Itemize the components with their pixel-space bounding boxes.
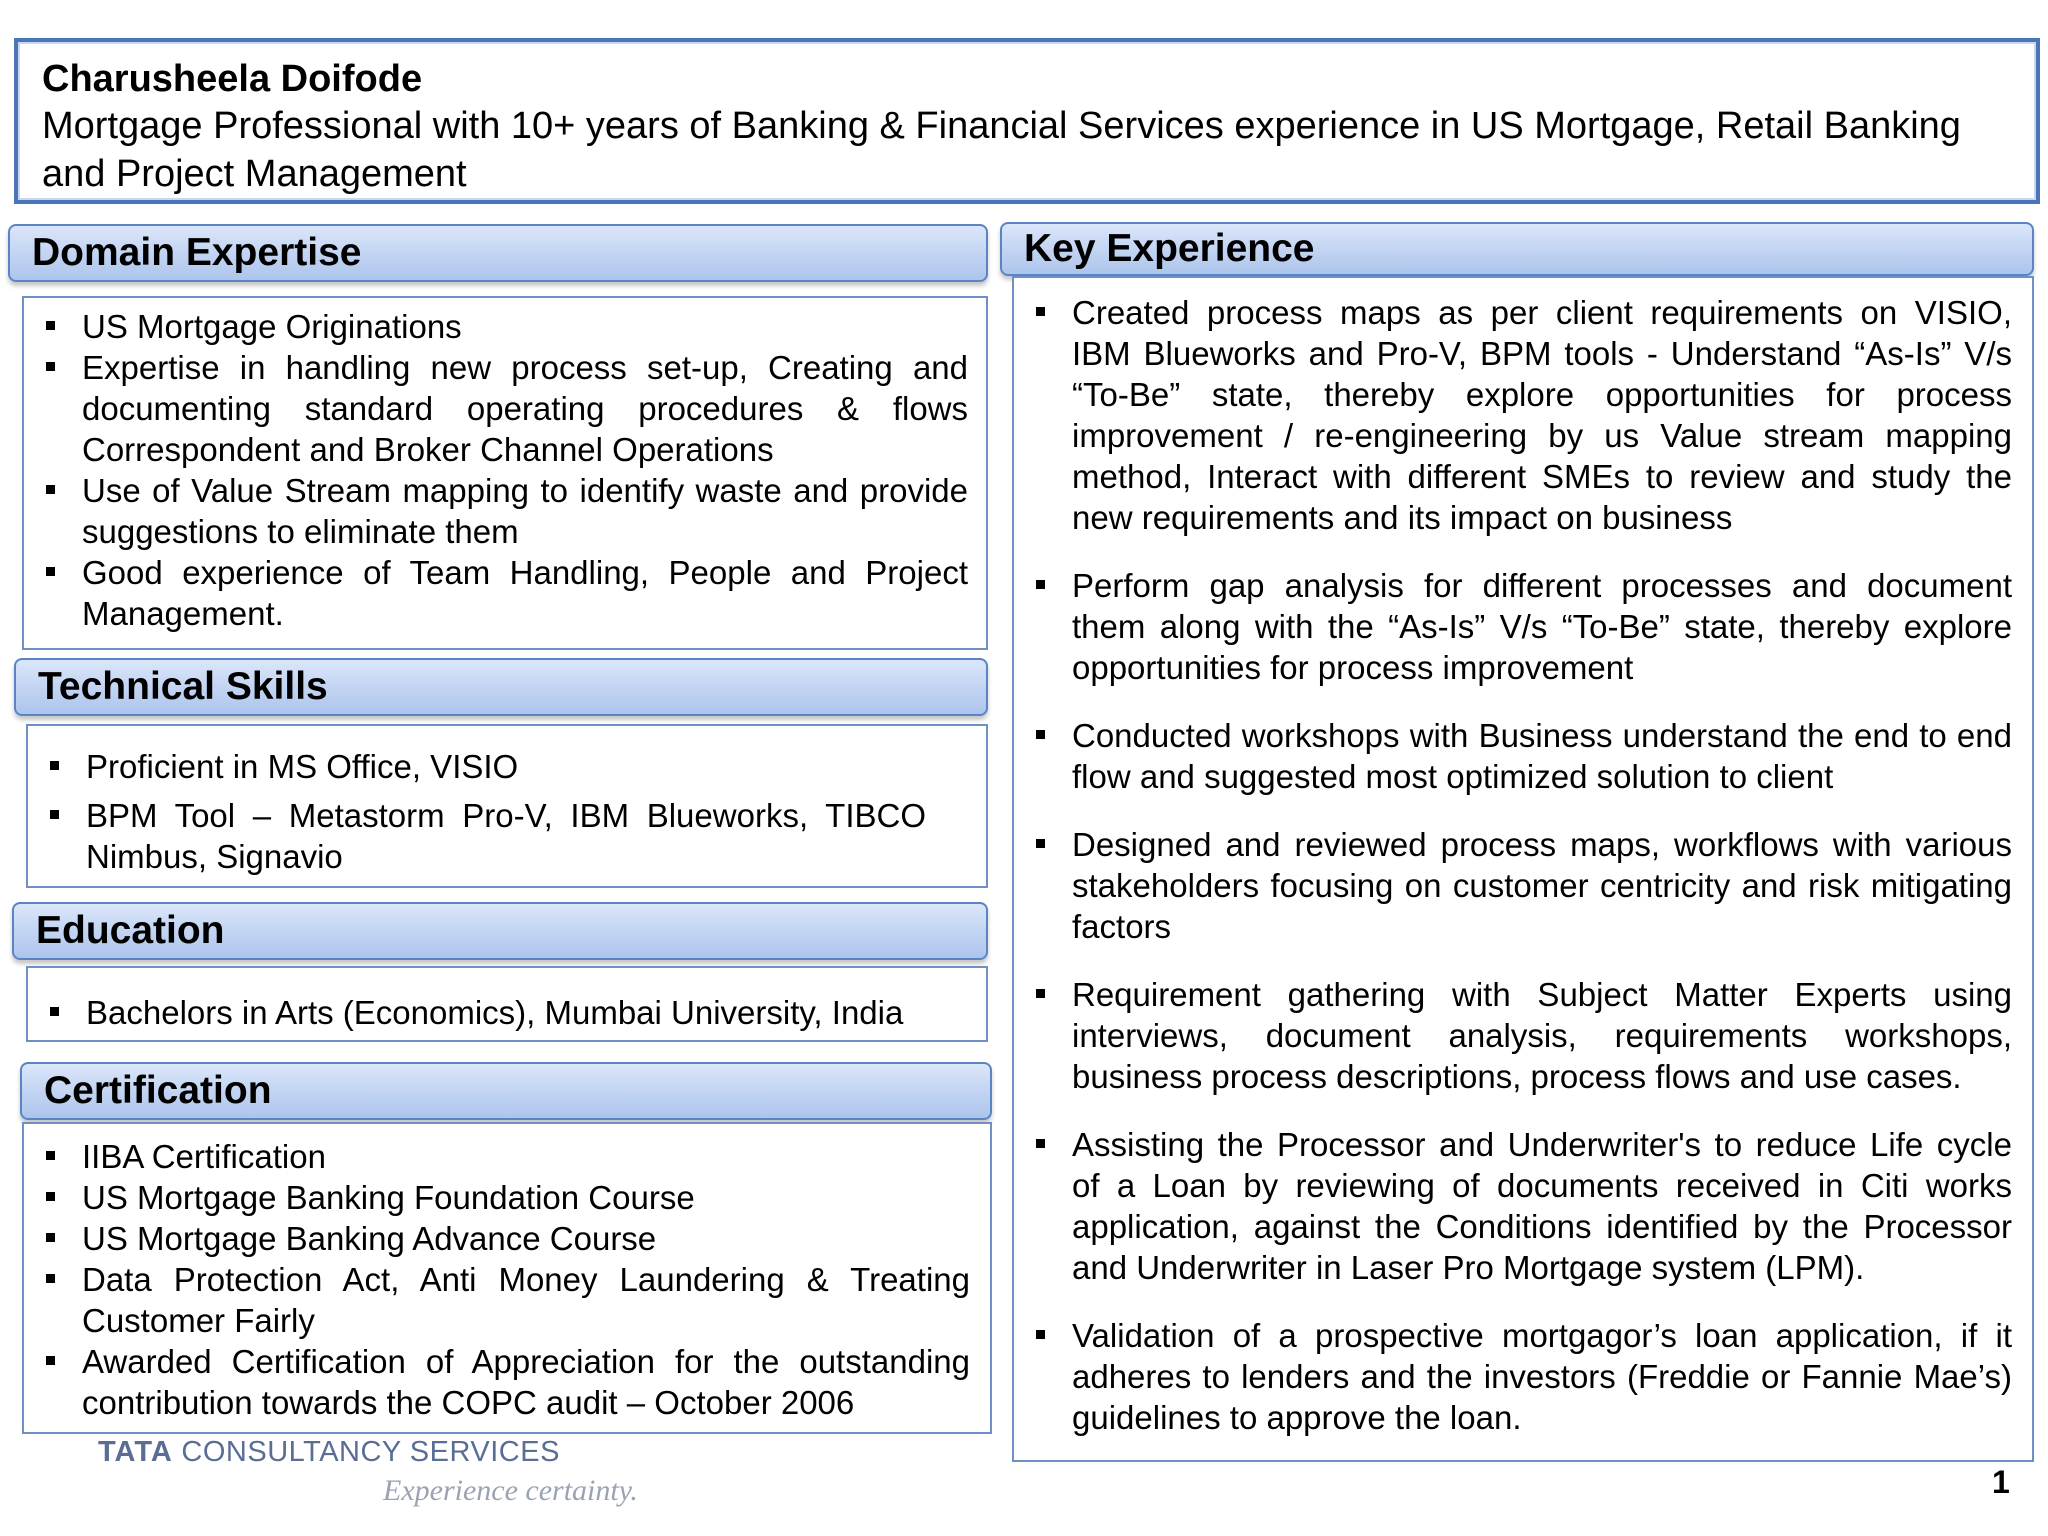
certification-box bbox=[22, 1122, 992, 1434]
list-item: Data Protection Act, Anti Money Laundering & Treating Customer Fairly bbox=[24, 1259, 970, 1341]
education-box bbox=[26, 966, 988, 1042]
list-item: Requirement gathering with Subject Matter Experts using interviews, document analysis, requirements workshops, business process descriptions, process flows and use cases. bbox=[1014, 974, 2012, 1097]
list-item: Designed and reviewed process maps, workflows with various stakeholders focusing on customer centricity and risk mitigating factors bbox=[1014, 824, 2012, 947]
key-experience-box bbox=[1012, 276, 2034, 1462]
header-box bbox=[14, 38, 2040, 204]
list-item: Good experience of Team Handling, People and Project Management. bbox=[24, 552, 968, 634]
domain-expertise-list bbox=[24, 306, 968, 634]
list-item: Awarded Certification of Appreciation for the outstanding contribution towards the COPC audit – October 2006 bbox=[24, 1341, 970, 1423]
company-tagline: Experience certainty. bbox=[383, 1474, 638, 1507]
list-item: US Mortgage Banking Advance Course bbox=[24, 1218, 970, 1259]
list-item: US Mortgage Originations bbox=[24, 306, 968, 347]
list-item: BPM Tool – Metastorm Pro-V, IBM Blueworks, TIBCO Nimbus, Signavio bbox=[28, 795, 926, 877]
section-title-key-experience: Key Experience bbox=[1000, 222, 2034, 276]
section-title-technical-skills: Technical Skills bbox=[14, 658, 988, 716]
domain-expertise-box bbox=[22, 296, 988, 650]
list-item: Bachelors in Arts (Economics), Mumbai University, India bbox=[28, 992, 966, 1033]
section-title-domain-expertise: Domain Expertise bbox=[8, 224, 988, 282]
candidate-summary: Mortgage Professional with 10+ years of Banking & Financial Services experience in US Mortgage, Retail Banking and Project Management bbox=[42, 105, 1961, 195]
section-title-certification: Certification bbox=[20, 1062, 992, 1120]
list-item: Perform gap analysis for different processes and document them along with the “As-Is” V/s “To-Be” state, thereby explore opportunities for process improvement bbox=[1014, 565, 2012, 688]
list-item: IIBA Certification bbox=[24, 1136, 970, 1177]
page-number: 1 bbox=[1992, 1464, 2010, 1500]
company-logo bbox=[98, 1436, 560, 1469]
certification-list bbox=[24, 1136, 970, 1423]
education-list bbox=[28, 992, 966, 1033]
technical-skills-list bbox=[28, 746, 926, 877]
section-title-education: Education bbox=[12, 902, 988, 960]
list-item: US Mortgage Banking Foundation Course bbox=[24, 1177, 970, 1218]
list-item: Use of Value Stream mapping to identify waste and provide suggestions to eliminate them bbox=[24, 470, 968, 552]
candidate-name: Charusheela Doifode bbox=[42, 58, 423, 100]
list-item: Conducted workshops with Business understand the end to end flow and suggested most optimized solution to client bbox=[1014, 715, 2012, 797]
logo-bold-text: TATA bbox=[98, 1436, 173, 1468]
list-item: Assisting the Processor and Underwriter's to reduce Life cycle of a Loan by reviewing of documents received in Citi works application, against the Conditions identified by the Processor and Underwriter in Laser Pro Mortgage system (LPM). bbox=[1014, 1124, 2012, 1288]
list-item: Validation of a prospective mortgagor’s loan application, if it adheres to lenders and the investors (Freddie or Fannie Mae’s) guidelines to approve the loan. bbox=[1014, 1315, 2012, 1438]
list-item: Created process maps as per client requirements on VISIO, IBM Blueworks and Pro-V, BPM tools - Understand “As-Is” V/s “To-Be” state, thereby explore opportunities for process improvement / re-engineering by us Value stream mapping method, Interact with different SMEs to review and study the new requirements and its impact on business bbox=[1014, 292, 2012, 538]
logo-text: CONSULTANCY SERVICES bbox=[181, 1436, 560, 1468]
key-experience-list bbox=[1014, 292, 2012, 1438]
list-item: Proficient in MS Office, VISIO bbox=[28, 746, 926, 787]
list-item: Expertise in handling new process set-up, Creating and documenting standard operating procedures & flows Correspondent and Broker Channel Operations bbox=[24, 347, 968, 470]
technical-skills-box bbox=[26, 724, 988, 888]
